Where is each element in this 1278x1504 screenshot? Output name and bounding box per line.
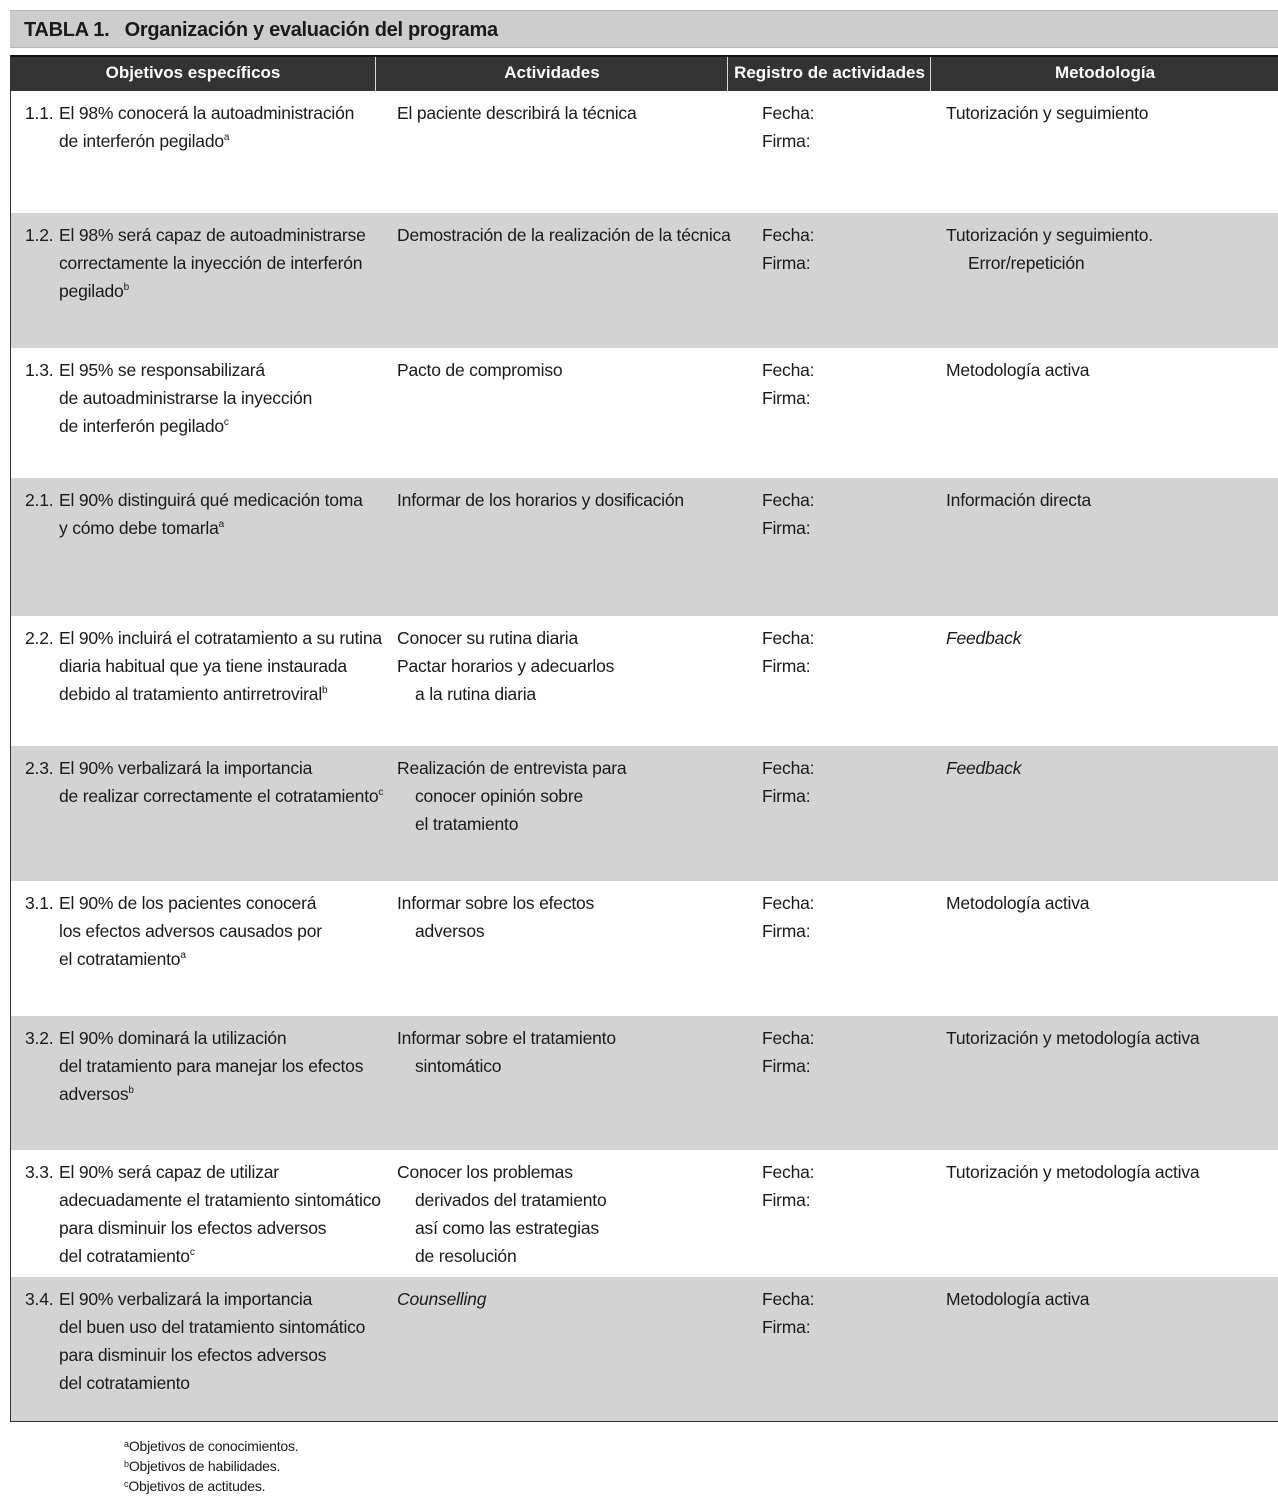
register-cell	[762, 889, 922, 945]
objective-line: los efectos adversos causados por	[59, 921, 322, 941]
firma-label: Firma:	[762, 1190, 811, 1210]
footnote-marker: c	[378, 787, 384, 798]
objective-number: 1.3.	[25, 360, 54, 380]
activity-cell	[397, 356, 737, 384]
activity-cell	[397, 221, 737, 249]
objective-number: 2.3.	[25, 758, 54, 778]
objective-line: del buen uso del tratamiento sintomático	[59, 1317, 366, 1337]
table-row	[11, 746, 1278, 881]
activity-line: Conocer su rutina diaria	[397, 628, 578, 648]
fecha-label: Fecha:	[762, 360, 815, 380]
table-title-text: Organización y evaluación del programa	[124, 19, 498, 41]
table-row	[11, 1277, 1278, 1421]
objective-line: de interferón pegilado	[59, 416, 224, 436]
objective-number: 3.3.	[25, 1162, 54, 1182]
firma-label: Firma:	[762, 1317, 811, 1337]
objective-number: 3.4.	[25, 1289, 54, 1309]
objective-number: 3.2.	[25, 1028, 54, 1048]
footnote-marker: b	[128, 1085, 134, 1096]
method-cell	[946, 99, 1276, 127]
method-line: Metodología activa	[946, 893, 1090, 913]
register-cell	[762, 1158, 922, 1214]
footnote-text: Objetivos de conocimientos.	[128, 1438, 299, 1454]
objective-line: El 90% será capaz de utilizar	[59, 1162, 279, 1182]
activity-line: Pacto de compromiso	[397, 360, 563, 380]
fecha-label: Fecha:	[762, 758, 815, 778]
table-header	[11, 55, 1278, 91]
footnote-marker: c	[189, 1247, 195, 1258]
activity-cell	[397, 486, 737, 514]
objective-line: El 95% se responsabilizará	[59, 360, 265, 380]
activity-line: conocer opinión sobre	[415, 786, 583, 806]
objective-line: El 90% verbalizará la importancia	[59, 1289, 313, 1309]
objective-line: El 90% distinguirá qué medicación toma	[59, 490, 363, 510]
method-cell	[946, 356, 1276, 384]
register-cell	[762, 356, 922, 412]
method-line: Error/repetición	[968, 253, 1085, 273]
footnote-text: Objetivos de habilidades.	[128, 1458, 281, 1474]
objective-line: para disminuir los efectos adversos	[59, 1218, 327, 1238]
objective-line: el cotratamiento	[59, 949, 181, 969]
objective-number: 3.1.	[25, 893, 54, 913]
objective-line: de interferón pegilado	[59, 131, 224, 151]
objective-line: debido al tratamiento antirretroviral	[59, 684, 323, 704]
objective-line: pegilado	[59, 281, 124, 301]
fecha-label: Fecha:	[762, 1028, 815, 1048]
column-header-metodologia: Metodología	[930, 57, 1278, 91]
fecha-label: Fecha:	[762, 893, 815, 913]
activity-cell	[397, 1158, 737, 1270]
method-cell	[946, 486, 1276, 514]
activity-cell	[397, 754, 737, 838]
objective-line: diaria habitual que ya tiene instaurada	[59, 656, 347, 676]
activity-cell	[397, 99, 737, 127]
objective-line: de autoadministrarse la inyección	[59, 388, 313, 408]
program-table	[10, 55, 1278, 1422]
objective-line: del tratamiento para manejar los efectos	[59, 1056, 364, 1076]
firma-label: Firma:	[762, 1056, 811, 1076]
fecha-label: Fecha:	[762, 1289, 815, 1309]
method-line: Tutorización y metodología activa	[946, 1162, 1200, 1182]
method-cell	[946, 624, 1276, 652]
firma-label: Firma:	[762, 656, 811, 676]
footnote	[124, 1436, 299, 1456]
register-cell	[762, 221, 922, 277]
firma-label: Firma:	[762, 786, 811, 806]
objective-line: El 90% incluirá el cotratamiento a su rutina	[59, 628, 382, 648]
table-row	[11, 881, 1278, 1016]
objective-line: y cómo debe tomarla	[59, 518, 219, 538]
table-row	[11, 213, 1278, 348]
table-row	[11, 478, 1278, 616]
footnote-marker: a	[180, 950, 186, 961]
objective-line: adecuadamente el tratamiento sintomático	[59, 1190, 381, 1210]
register-cell	[762, 1024, 922, 1080]
method-cell	[946, 221, 1276, 277]
table-title-label: TABLA 1.	[24, 19, 110, 41]
method-cell	[946, 1285, 1276, 1313]
fecha-label: Fecha:	[762, 1162, 815, 1182]
objective-number: 1.1.	[25, 103, 54, 123]
objective-number: 2.2.	[25, 628, 54, 648]
activity-line: el tratamiento	[415, 814, 519, 834]
register-cell	[762, 486, 922, 542]
activity-cell	[397, 889, 737, 945]
footnote-text: Objetivos de actitudes.	[128, 1478, 266, 1494]
firma-label: Firma:	[762, 131, 811, 151]
objective-line: del cotratamiento	[59, 1246, 190, 1266]
activity-line: adversos	[415, 921, 485, 941]
column-header-objetivos: Objetivos específicos	[105, 63, 281, 82]
activity-line: Realización de entrevista para	[397, 758, 627, 778]
objective-number: 2.1.	[25, 490, 54, 510]
objective-line: El 90% verbalizará la importancia	[59, 758, 313, 778]
table-row	[11, 91, 1278, 213]
activity-line: El paciente describirá la técnica	[397, 103, 637, 123]
activity-line: derivados del tratamiento	[415, 1190, 607, 1210]
footnote-marker: b	[322, 685, 328, 696]
method-cell	[946, 754, 1276, 782]
activity-line: a la rutina diaria	[415, 684, 536, 704]
footnote-marker: a	[124, 1439, 129, 1449]
method-cell	[946, 889, 1276, 917]
method-line: Metodología activa	[946, 1289, 1090, 1309]
footnote-marker: a	[223, 132, 230, 143]
table-row	[11, 1016, 1278, 1150]
activity-line: Pactar horarios y adecuarlos	[397, 656, 615, 676]
activity-cell	[397, 1024, 737, 1080]
footnote-marker: b	[124, 1459, 129, 1469]
objective-line: de realizar correctamente el cotratamiento	[59, 786, 379, 806]
method-line: Información directa	[946, 490, 1092, 510]
register-cell	[762, 99, 922, 155]
activity-line: de resolución	[415, 1246, 517, 1266]
fecha-label: Fecha:	[762, 628, 815, 648]
column-header-actividades: Actividades	[375, 57, 728, 91]
table-row	[11, 1150, 1278, 1277]
method-line: Metodología activa	[946, 360, 1090, 380]
method-cell	[946, 1024, 1276, 1052]
objective-line: El 90% dominará la utilización	[59, 1028, 287, 1048]
footnote	[124, 1476, 299, 1496]
footnote-marker: b	[123, 282, 129, 293]
activity-line: Informar sobre el tratamiento	[397, 1028, 616, 1048]
table-row	[11, 348, 1278, 478]
firma-label: Firma:	[762, 388, 811, 408]
fecha-label: Fecha:	[762, 103, 815, 123]
column-header-registro: Registro de actividades	[727, 57, 931, 91]
objective-line: para disminuir los efectos adversos	[59, 1345, 327, 1365]
activity-line: Counselling	[397, 1289, 487, 1309]
activity-line: Informar de los horarios y dosificación	[397, 490, 684, 510]
footnote	[124, 1456, 299, 1476]
activity-line: Demostración de la realización de la técnica	[397, 225, 731, 245]
method-line: Tutorización y seguimiento.	[946, 225, 1153, 245]
method-line: Feedback	[946, 758, 1022, 778]
objective-line: correctamente la inyección de interferón	[59, 253, 363, 273]
firma-label: Firma:	[762, 253, 811, 273]
table-title	[10, 10, 1278, 48]
register-cell	[762, 754, 922, 810]
activity-line: así como las estrategias	[415, 1218, 599, 1238]
activity-cell	[397, 624, 737, 708]
objective-line: adversos	[59, 1084, 129, 1104]
register-cell	[762, 624, 922, 680]
register-cell	[762, 1285, 922, 1341]
activity-line: Informar sobre los efectos	[397, 893, 595, 913]
method-line: Tutorización y seguimiento	[946, 103, 1149, 123]
firma-label: Firma:	[762, 518, 811, 538]
table-row	[11, 616, 1278, 746]
fecha-label: Fecha:	[762, 225, 815, 245]
firma-label: Firma:	[762, 921, 811, 941]
method-cell	[946, 1158, 1276, 1186]
activity-cell	[397, 1285, 737, 1313]
activity-line: Conocer los problemas	[397, 1162, 573, 1182]
fecha-label: Fecha:	[762, 490, 815, 510]
method-line: Feedback	[946, 628, 1022, 648]
method-line: Tutorización y metodología activa	[946, 1028, 1200, 1048]
activity-line: sintomático	[415, 1056, 502, 1076]
objective-line: El 98% será capaz de autoadministrarse	[59, 225, 366, 245]
footnote-marker: c	[223, 417, 229, 428]
footnotes	[124, 1436, 299, 1496]
objective-line: del cotratamiento	[59, 1373, 190, 1393]
footnote-marker: a	[218, 519, 224, 530]
objective-line: El 90% de los pacientes conocerá	[59, 893, 317, 913]
objective-line: El 98% conocerá la autoadministración	[59, 103, 355, 123]
objective-number: 1.2.	[25, 225, 54, 245]
footnote-marker: c	[124, 1479, 129, 1489]
